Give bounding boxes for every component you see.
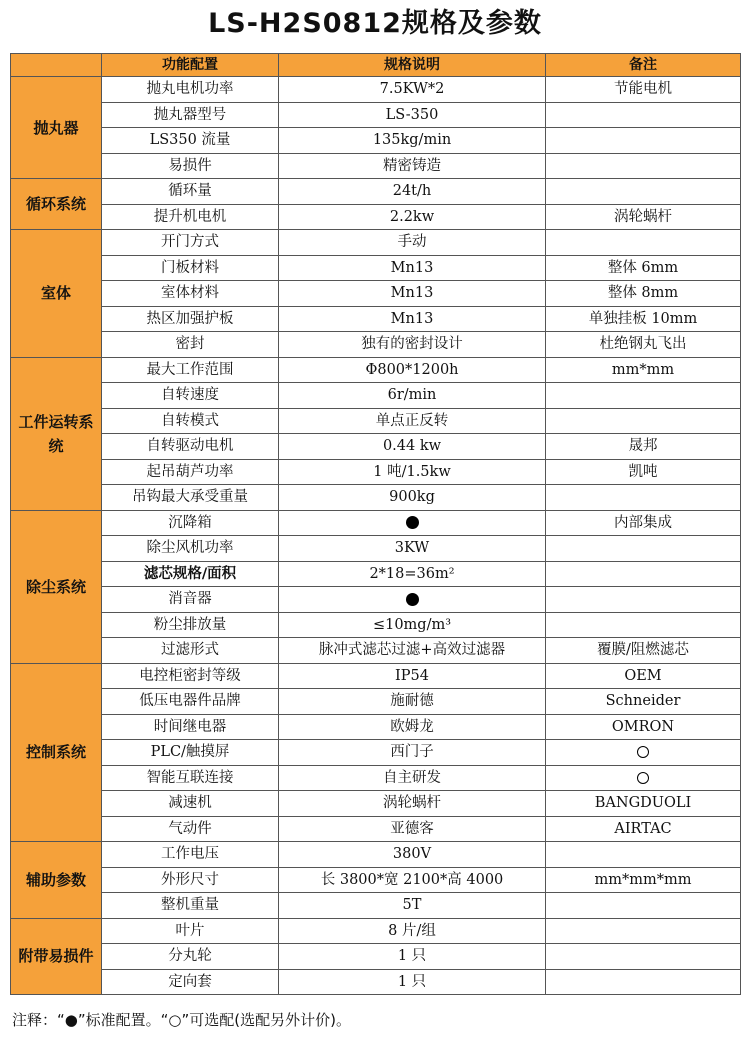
spec-cell: 5T: [279, 893, 546, 919]
note-cell: [546, 128, 741, 154]
spec-cell: 独有的密封设计: [279, 332, 546, 358]
note-cell: [546, 536, 741, 562]
note-cell: [546, 179, 741, 205]
note-cell: [546, 587, 741, 613]
spec-cell: 1 只: [279, 944, 546, 970]
table-row: [11, 102, 741, 128]
note-cell: 节能电机: [546, 77, 741, 103]
feature-cell: 热区加强护板: [102, 306, 279, 332]
table-row: [11, 77, 741, 103]
note-cell: [546, 612, 741, 638]
category-cell: 附带易损件: [11, 918, 102, 995]
note-cell: [546, 408, 741, 434]
spec-cell: 施耐德: [279, 689, 546, 715]
table-row: [11, 791, 741, 817]
table-row: [11, 306, 741, 332]
note-cell: 晟邦: [546, 434, 741, 460]
category-cell: 工件运转系统: [11, 357, 102, 510]
feature-cell: 气动件: [102, 816, 279, 842]
feature-cell: 低压电器件品牌: [102, 689, 279, 715]
spec-cell: 长 3800*宽 2100*高 4000: [279, 867, 546, 893]
note-cell: mm*mm*mm: [546, 867, 741, 893]
table-row: [11, 153, 741, 179]
note-cell: 整体 6mm: [546, 255, 741, 281]
optional-circle-icon: [637, 772, 649, 784]
table-row: [11, 255, 741, 281]
spec-cell: 亚德客: [279, 816, 546, 842]
feature-cell: 时间继电器: [102, 714, 279, 740]
spec-table: [10, 53, 741, 995]
note-cell: [546, 561, 741, 587]
feature-cell: 开门方式: [102, 230, 279, 256]
feature-cell: 抛丸器型号: [102, 102, 279, 128]
spec-cell: 单点正反转: [279, 408, 546, 434]
page-title: LS-H2S0812规格及参数: [208, 8, 542, 39]
table-row: [11, 612, 741, 638]
feature-cell: 抛丸电机功率: [102, 77, 279, 103]
header-feature: 功能配置: [102, 54, 279, 77]
feature-cell: 滤芯规格/面积: [102, 561, 279, 587]
feature-cell: 智能互联连接: [102, 765, 279, 791]
feature-cell: 自转模式: [102, 408, 279, 434]
spec-cell: 2.2kw: [279, 204, 546, 230]
spec-cell: 900kg: [279, 485, 546, 511]
spec-cell: Φ800*1200h: [279, 357, 546, 383]
spec-cell: [279, 587, 546, 613]
table-row: [11, 714, 741, 740]
feature-cell: 电控柜密封等级: [102, 663, 279, 689]
table-row: [11, 842, 741, 868]
table-row: [11, 816, 741, 842]
table-row: [11, 204, 741, 230]
note-cell: [546, 740, 741, 766]
category-cell: 室体: [11, 230, 102, 358]
note-cell: mm*mm: [546, 357, 741, 383]
note-cell: Schneider: [546, 689, 741, 715]
table-row: [11, 485, 741, 511]
table-row: [11, 357, 741, 383]
feature-cell: 粉尘排放量: [102, 612, 279, 638]
spec-cell: 380V: [279, 842, 546, 868]
feature-cell: 自转驱动电机: [102, 434, 279, 460]
note-cell: [546, 918, 741, 944]
feature-cell: 定向套: [102, 969, 279, 995]
table-row: [11, 638, 741, 664]
table-row: [11, 536, 741, 562]
spec-cell: 0.44 kw: [279, 434, 546, 460]
category-cell: 控制系统: [11, 663, 102, 842]
spec-cell: 24t/h: [279, 179, 546, 205]
feature-cell: 外形尺寸: [102, 867, 279, 893]
feature-cell: 循环量: [102, 179, 279, 205]
feature-cell: 减速机: [102, 791, 279, 817]
note-cell: 覆膜/阻燃滤芯: [546, 638, 741, 664]
spec-cell: IP54: [279, 663, 546, 689]
spec-cell: 135kg/min: [279, 128, 546, 154]
feature-cell: 叶片: [102, 918, 279, 944]
header-note: 备注: [546, 54, 741, 77]
footnote: 注释：“●”标准配置。“○”可选配(选配另外计价)。: [12, 1011, 351, 1029]
feature-cell: 消音器: [102, 587, 279, 613]
spec-cell: 涡轮蜗杆: [279, 791, 546, 817]
table-row: [11, 332, 741, 358]
feature-cell: 过滤形式: [102, 638, 279, 664]
header-spec: 规格说明: [279, 54, 546, 77]
spec-cell: Mn13: [279, 306, 546, 332]
feature-cell: 最大工作范围: [102, 357, 279, 383]
category-cell: 抛丸器: [11, 77, 102, 179]
table-row: [11, 969, 741, 995]
note-cell: 涡轮蜗杆: [546, 204, 741, 230]
feature-cell: 分丸轮: [102, 944, 279, 970]
category-cell: 除尘系统: [11, 510, 102, 663]
standard-dot-icon: [406, 516, 419, 529]
note-cell: BANGDUOLI: [546, 791, 741, 817]
spec-cell: ≤10mg/m³: [279, 612, 546, 638]
spec-cell: 精密铸造: [279, 153, 546, 179]
note-cell: 凯吨: [546, 459, 741, 485]
note-cell: OMRON: [546, 714, 741, 740]
spec-cell: 西门子: [279, 740, 546, 766]
table-row: [11, 765, 741, 791]
note-cell: [546, 102, 741, 128]
spec-cell: 1 只: [279, 969, 546, 995]
category-cell: 辅助参数: [11, 842, 102, 919]
feature-cell: 密封: [102, 332, 279, 358]
table-row: [11, 281, 741, 307]
spec-cell: 8 片/组: [279, 918, 546, 944]
note-cell: 整体 8mm: [546, 281, 741, 307]
table-row: [11, 434, 741, 460]
table-row: [11, 179, 741, 205]
table-row: [11, 587, 741, 613]
note-cell: [546, 765, 741, 791]
feature-cell: 沉降箱: [102, 510, 279, 536]
feature-cell: 自转速度: [102, 383, 279, 409]
spec-cell: 欧姆龙: [279, 714, 546, 740]
feature-cell: 整机重量: [102, 893, 279, 919]
note-cell: [546, 842, 741, 868]
spec-cell: 手动: [279, 230, 546, 256]
note-cell: OEM: [546, 663, 741, 689]
note-cell: [546, 893, 741, 919]
table-row: [11, 230, 741, 256]
feature-cell: 吊钩最大承受重量: [102, 485, 279, 511]
note-cell: [546, 485, 741, 511]
feature-cell: 除尘风机功率: [102, 536, 279, 562]
feature-cell: PLC/触摸屏: [102, 740, 279, 766]
table-row: [11, 383, 741, 409]
note-cell: AIRTAC: [546, 816, 741, 842]
table-row: [11, 408, 741, 434]
note-cell: 内部集成: [546, 510, 741, 536]
header-category: [11, 54, 102, 77]
feature-cell: LS350 流量: [102, 128, 279, 154]
note-cell: [546, 153, 741, 179]
table-row: [11, 893, 741, 919]
note-cell: [546, 969, 741, 995]
table-row: [11, 689, 741, 715]
category-cell: 循环系统: [11, 179, 102, 230]
spec-cell: 3KW: [279, 536, 546, 562]
optional-circle-icon: [637, 746, 649, 758]
table-row: [11, 740, 741, 766]
note-cell: [546, 383, 741, 409]
spec-cell: 7.5KW*2: [279, 77, 546, 103]
feature-cell: 门板材料: [102, 255, 279, 281]
table-row: [11, 663, 741, 689]
feature-cell: 提升机电机: [102, 204, 279, 230]
spec-cell: [279, 510, 546, 536]
feature-cell: 工作电压: [102, 842, 279, 868]
table-row: [11, 867, 741, 893]
spec-cell: 自主研发: [279, 765, 546, 791]
table-row: [11, 128, 741, 154]
table-row: [11, 561, 741, 587]
note-cell: 杜绝钢丸飞出: [546, 332, 741, 358]
feature-cell: 起吊葫芦功率: [102, 459, 279, 485]
spec-cell: LS-350: [279, 102, 546, 128]
note-cell: [546, 944, 741, 970]
note-cell: 单独挂板 10mm: [546, 306, 741, 332]
spec-cell: 2*18=36m²: [279, 561, 546, 587]
spec-cell: 1 吨/1.5kw: [279, 459, 546, 485]
spec-cell: Mn13: [279, 255, 546, 281]
spec-cell: Mn13: [279, 281, 546, 307]
table-header-row: [11, 54, 741, 77]
table-row: [11, 510, 741, 536]
feature-cell: 易损件: [102, 153, 279, 179]
note-cell: [546, 230, 741, 256]
standard-dot-icon: [406, 593, 419, 606]
table-row: [11, 918, 741, 944]
spec-cell: 脉冲式滤芯过滤+高效过滤器: [279, 638, 546, 664]
spec-cell: 6r/min: [279, 383, 546, 409]
table-row: [11, 459, 741, 485]
table-row: [11, 944, 741, 970]
feature-cell: 室体材料: [102, 281, 279, 307]
